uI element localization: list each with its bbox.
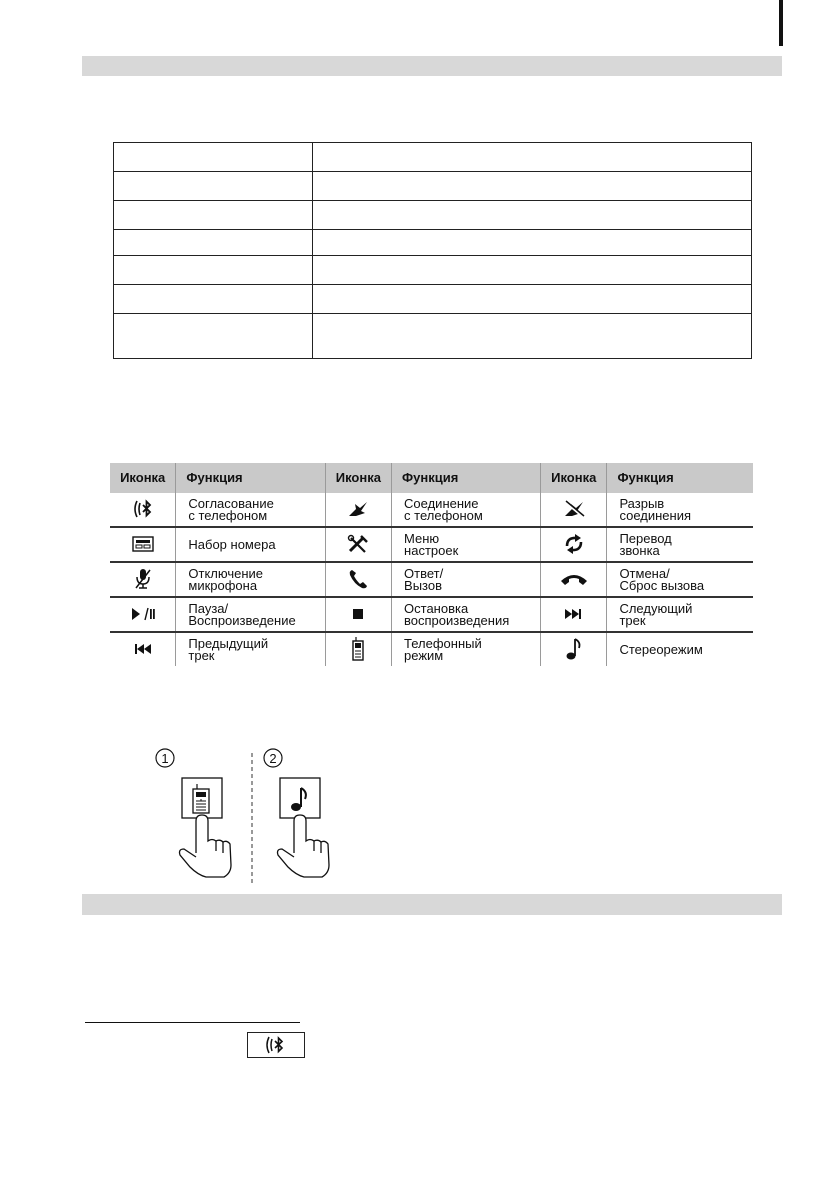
table-cell <box>114 143 313 172</box>
table-cell <box>114 172 313 201</box>
footnote-separator <box>85 1022 300 1023</box>
table-row <box>110 527 753 562</box>
function-label: Согласование с телефоном <box>176 493 325 527</box>
function-label: Отмена/ Сброс вызова <box>607 562 753 597</box>
table-row <box>110 493 753 527</box>
function-label: Соединение с телефоном <box>392 493 541 527</box>
header-func-2: Функция <box>392 463 541 493</box>
bluetooth-pairing-icon <box>262 1035 290 1055</box>
table-row <box>110 597 753 632</box>
table-header-row <box>110 463 753 493</box>
next-track-icon <box>541 597 607 632</box>
header-func-3: Функция <box>607 463 753 493</box>
table-row <box>110 562 753 597</box>
mobile-phone-icon <box>325 632 391 666</box>
table-row <box>114 201 752 230</box>
table-cell <box>114 285 313 314</box>
function-label: Меню настроек <box>392 527 541 562</box>
function-label: Предыдущий трек <box>176 632 325 666</box>
function-label: Остановка воспроизведения <box>392 597 541 632</box>
prev-track-icon <box>110 632 176 666</box>
function-label: Перевод звонка <box>607 527 753 562</box>
tools-icon <box>325 527 391 562</box>
function-label: Пауза/ Воспроизведение <box>176 597 325 632</box>
table-row <box>114 256 752 285</box>
header-func-1: Функция <box>176 463 325 493</box>
header-icon-1: Иконка <box>110 463 176 493</box>
table-cell <box>114 256 313 285</box>
bluetooth-pairing-icon <box>110 493 176 527</box>
connect-icon <box>325 493 391 527</box>
page-edge-bar <box>779 0 783 46</box>
table-row <box>110 632 753 666</box>
svg-text:2: 2 <box>269 751 277 766</box>
pointing-hand-icon <box>278 815 330 877</box>
pointing-hand-icon <box>180 815 232 877</box>
stereo-mode-button <box>280 778 320 818</box>
music-note-icon <box>541 632 607 666</box>
table-cell <box>313 256 752 285</box>
step-2-marker <box>264 749 282 767</box>
table-row <box>114 285 752 314</box>
keypad-icon <box>110 527 176 562</box>
spec-table <box>113 142 752 359</box>
step-1-marker <box>156 749 174 767</box>
phone-mode-button <box>182 778 222 818</box>
table-cell <box>313 314 752 359</box>
table-cell <box>114 314 313 359</box>
table-cell <box>114 230 313 256</box>
header-icon-3: Иконка <box>541 463 607 493</box>
play-pause-icon <box>110 597 176 632</box>
disconnect-icon <box>541 493 607 527</box>
table-cell <box>313 285 752 314</box>
function-label: Отключение микрофона <box>176 562 325 597</box>
table-row <box>114 143 752 172</box>
svg-text:1: 1 <box>161 751 169 766</box>
function-label: Ответ/ Вызов <box>392 562 541 597</box>
function-label: Разрыв соединения <box>619 495 691 523</box>
mode-select-illustration <box>152 743 337 885</box>
table-cell <box>313 230 752 256</box>
icon-function-table <box>110 463 753 666</box>
function-label: Стереорежим <box>607 632 753 666</box>
function-label: Следующий трек <box>607 597 753 632</box>
table-row <box>114 314 752 359</box>
table-cell <box>114 201 313 230</box>
bluetooth-button <box>247 1032 305 1058</box>
table-cell <box>313 201 752 230</box>
stop-icon <box>325 597 391 632</box>
phone-hangup-icon <box>541 562 607 597</box>
phone-answer-icon <box>325 562 391 597</box>
table-cell <box>313 143 752 172</box>
mic-mute-icon <box>110 562 176 597</box>
function-label: Набор номера <box>176 527 325 562</box>
header-icon-2: Иконка <box>325 463 391 493</box>
table-row <box>114 172 752 201</box>
transfer-icon <box>541 527 607 562</box>
function-label: Телефонный режим <box>392 632 541 666</box>
table-cell <box>313 172 752 201</box>
section-header-band-top <box>82 56 782 76</box>
table-row <box>114 230 752 256</box>
section-header-band-bottom <box>82 894 782 915</box>
